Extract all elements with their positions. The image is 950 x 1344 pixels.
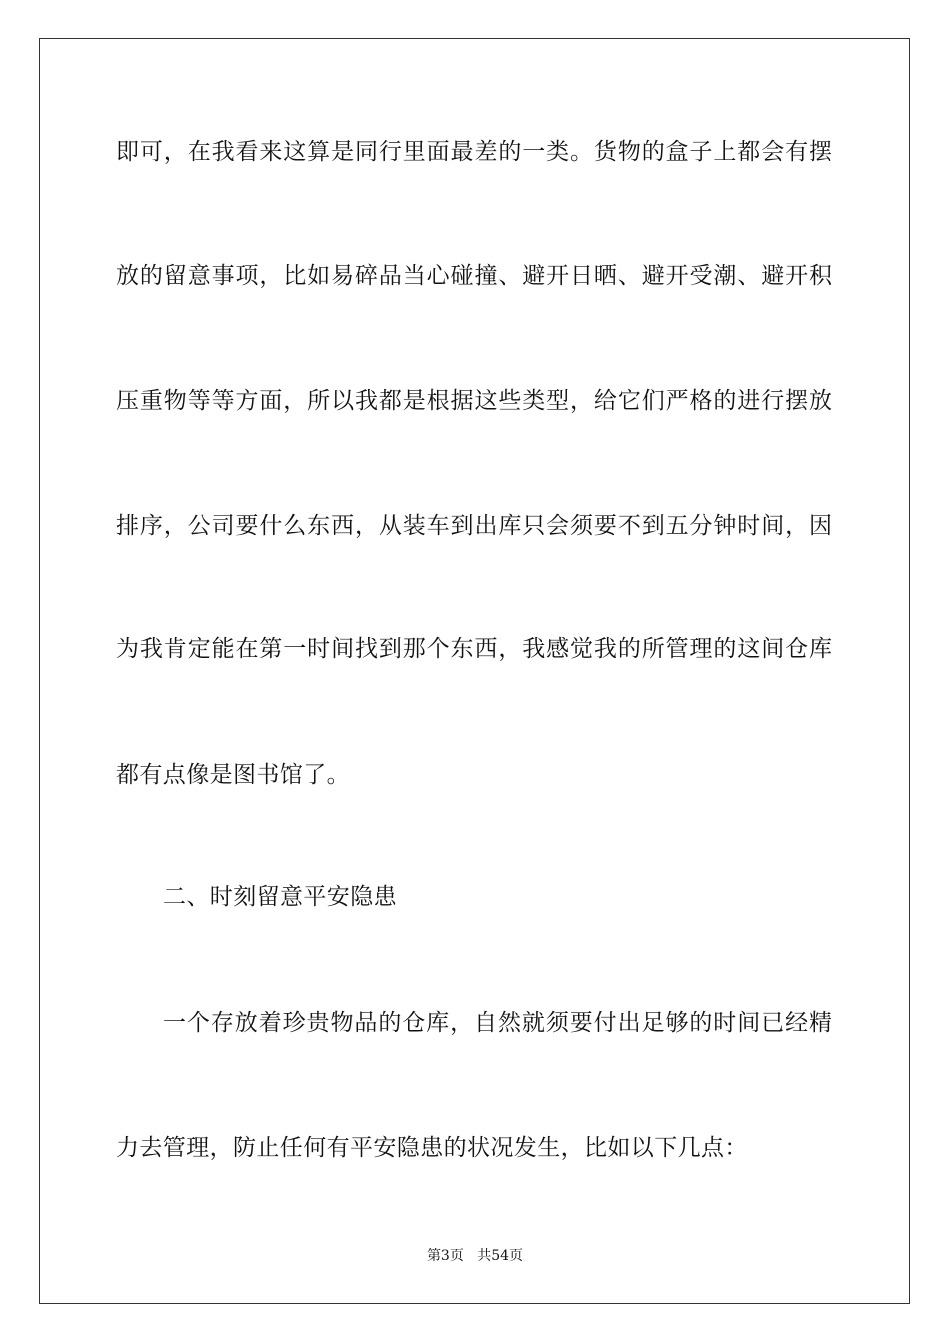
paragraph-line-2: 放的留意事项，比如易碎品当心碰撞、避开日晒、避开受潮、避开积 bbox=[116, 263, 832, 289]
paragraph-line-6: 都有点像是图书馆了。 bbox=[116, 762, 350, 788]
paragraph-line-8: 力去管理，防止任何有平安隐患的状况发生，比如以下几点： bbox=[116, 1135, 748, 1161]
paragraph-line-7: 一个存放着珍贵物品的仓库，自然就须要付出足够的时间已经精 bbox=[163, 1010, 832, 1036]
paragraph-line-5: 为我肯定能在第一时间找到那个东西，我感觉我的所管理的这间仓库 bbox=[116, 636, 832, 662]
page-frame bbox=[39, 38, 910, 1304]
paragraph-line-3: 压重物等等方面，所以我都是根据这些类型，给它们严格的进行摆放 bbox=[116, 388, 832, 414]
page-number: 第3页 bbox=[426, 1248, 464, 1264]
total-pages: 共54页 bbox=[477, 1248, 524, 1264]
paragraph-line-1: 即可，在我看来这算是同行里面最差的一类。货物的盒子上都会有摆 bbox=[116, 139, 832, 165]
page-footer bbox=[0, 1246, 950, 1266]
section-heading: 二、时刻留意平安隐患 bbox=[163, 884, 397, 910]
paragraph-line-4: 排序，公司要什么东西，从装车到出库只会须要不到五分钟时间，因 bbox=[116, 513, 832, 539]
